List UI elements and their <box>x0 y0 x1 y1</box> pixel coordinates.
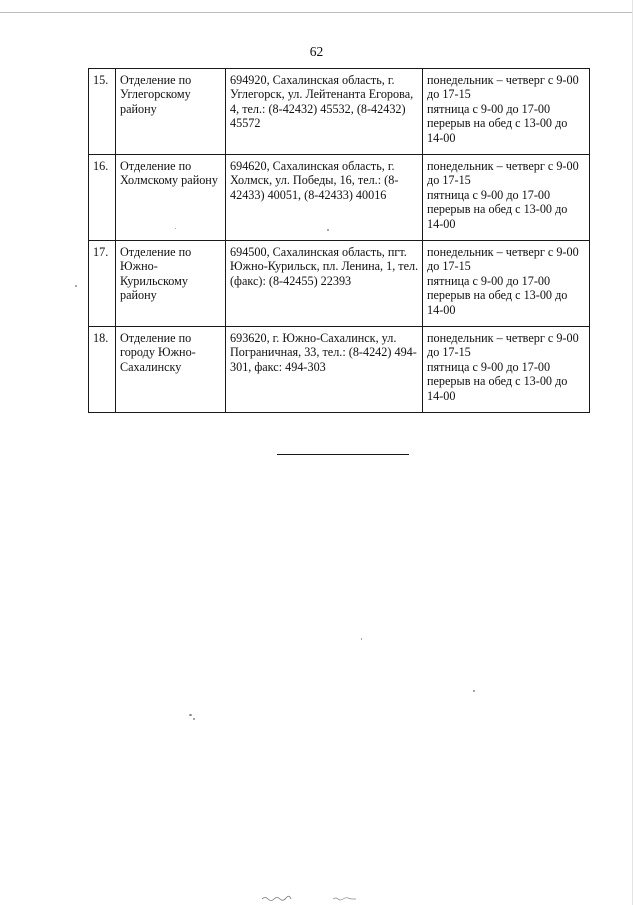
table-row <box>89 241 590 327</box>
office-address: 694920, Сахалинская область, г. Углегорск, ул. Лейтенанта Егорова, 4, тел.: (8-42432) 45532, (8-42432) 45572 <box>226 69 423 155</box>
hours-friday: пятница с 9-00 до 17-00 <box>427 187 551 202</box>
scan-speck <box>189 714 192 716</box>
table-row <box>89 155 590 241</box>
office-name: Отделение по Южно-Курильскому району <box>116 241 226 327</box>
scan-speck <box>327 229 329 231</box>
office-address: 694620, Сахалинская область, г. Холмск, ул. Победы, 16, тел.: (8-42433) 40051, (8-42433) 40016 <box>226 155 423 241</box>
table-row <box>89 327 590 413</box>
office-hours <box>423 327 590 413</box>
hours-lunch: перерыв на обед с 13-00 до 14-00 <box>427 374 568 403</box>
scan-speck <box>361 638 362 640</box>
scan-speck <box>75 285 77 287</box>
scan-speck <box>193 718 195 720</box>
hours-lunch: перерыв на обед с 13-00 до 14-00 <box>427 116 568 145</box>
office-name: Отделение по Углегорскому району <box>116 69 226 155</box>
office-hours <box>423 241 590 327</box>
hours-friday: пятница с 9-00 до 17-00 <box>427 359 551 374</box>
hours-weekdays: понедельник – четверг с 9-00 до 17-15 <box>427 73 579 102</box>
offices-table <box>88 68 590 413</box>
row-number: 15. <box>89 69 116 155</box>
row-number: 17. <box>89 241 116 327</box>
office-hours <box>423 155 590 241</box>
row-number: 18. <box>89 327 116 413</box>
hours-weekdays: понедельник – четверг с 9-00 до 17-15 <box>427 331 579 360</box>
office-address: 693620, г. Южно-Сахалинск, ул. Пограничная, 33, тел.: (8-4242) 494-301, факс: 494-303 <box>226 327 423 413</box>
office-name: Отделение по городу Южно-Сахалинску <box>116 327 226 413</box>
hours-lunch: перерыв на обед с 13-00 до 14-00 <box>427 288 568 317</box>
scan-speck <box>473 690 475 692</box>
footer-scan-mark <box>0 893 633 903</box>
scan-top-border <box>0 12 633 13</box>
hours-friday: пятница с 9-00 до 17-00 <box>427 273 551 288</box>
table-row <box>89 69 590 155</box>
row-number: 16. <box>89 155 116 241</box>
office-name: Отделение по Холмскому району <box>116 155 226 241</box>
page-number: 62 <box>309 44 324 59</box>
hours-friday: пятница с 9-00 до 17-00 <box>427 101 551 116</box>
end-of-document-rule <box>277 454 409 455</box>
scan-speck <box>175 228 176 229</box>
office-hours <box>423 69 590 155</box>
office-address: 694500, Сахалинская область, пгт. Южно-Курильск, пл. Ленина, 1, тел. (факс): (8-42455) 22393 <box>226 241 423 327</box>
hours-weekdays: понедельник – четверг с 9-00 до 17-15 <box>427 245 579 274</box>
hours-weekdays: понедельник – четверг с 9-00 до 17-15 <box>427 159 579 188</box>
hours-lunch: перерыв на обед с 13-00 до 14-00 <box>427 202 568 231</box>
